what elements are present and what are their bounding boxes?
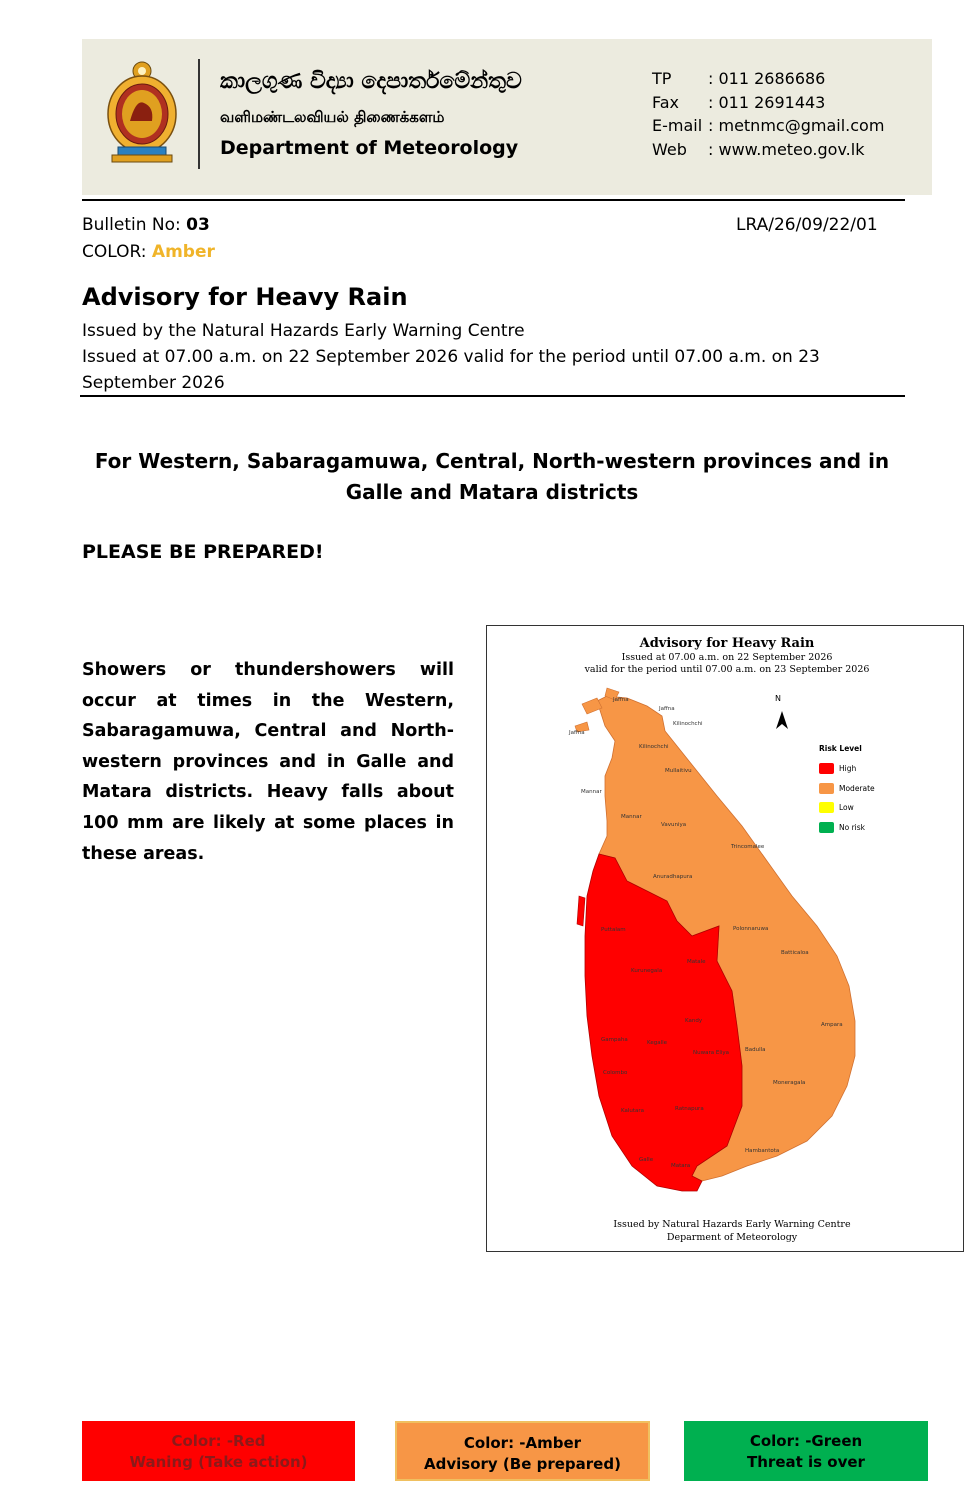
contact-details (652, 67, 884, 161)
legend-item-moderate: Moderate (819, 779, 875, 799)
sri-lanka-map (487, 626, 964, 1253)
svg-text:Jaffna: Jaffna (569, 730, 585, 736)
legend-title: Risk Level (819, 744, 862, 753)
svg-text:Anuradhapura: Anuradhapura (653, 874, 693, 880)
issued-info (82, 318, 842, 396)
bulletin-number: Bulletin No: 03 (82, 215, 210, 235)
svg-text:Mannar: Mannar (621, 814, 642, 820)
svg-text:Kegalle: Kegalle (647, 1040, 668, 1046)
svg-text:Matale: Matale (687, 959, 706, 965)
contact-website[interactable]: : www.meteo.gov.lk (708, 139, 865, 159)
svg-text:Matara: Matara (671, 1163, 691, 1169)
svg-text:Kilinochchi: Kilinochchi (673, 721, 703, 727)
svg-text:Nuwara Eliya: Nuwara Eliya (693, 1050, 730, 1056)
map-valid: valid for the period until 07.00 a.m. on 23 September 2026 (584, 664, 870, 675)
svg-text:Galle: Galle (639, 1157, 654, 1163)
svg-text:Polonnaruwa: Polonnaruwa (733, 926, 769, 932)
national-emblem-icon (104, 59, 180, 165)
svg-text:Ratnapura: Ratnapura (675, 1106, 704, 1112)
map-footer-issuer: Issued by Natural Hazards Early Warning Centre (613, 1219, 851, 1230)
issued-at: Issued at 07.00 a.m. on 22 September 2026 valid for the period until 07.00 a.m. on 23 September 2026 (82, 347, 820, 393)
svg-text:Moneragala: Moneragala (773, 1080, 806, 1086)
affected-regions: For Western, Sabaragamuwa, Central, North-western provinces and in Galle and Matara districts (94, 449, 890, 504)
contact-phone: : 011 2686686 (708, 69, 826, 88)
contact-email[interactable]: : metnmc@gmail.com (708, 116, 885, 135)
svg-text:Vavuniya: Vavuniya (661, 822, 687, 828)
issued-by: Issued by the Natural Hazards Early Warning Centre (82, 321, 525, 341)
svg-text:Trincomalee: Trincomalee (731, 844, 765, 850)
contact-row-email: E-mail : metnmc@gmail.com (652, 114, 884, 138)
legend-item-high: High (819, 759, 875, 779)
legend-item-no-risk: No risk (819, 818, 875, 838)
advisory-title: Advisory for Heavy Rain (82, 283, 408, 311)
svg-text:Gampaha: Gampaha (601, 1037, 628, 1043)
map-footer-department: Deparment of Meteorology (666, 1232, 798, 1243)
legend-swatch-high (819, 763, 834, 774)
svg-text:Jaffna: Jaffna (613, 697, 629, 703)
contact-fax: : 011 2691443 (708, 92, 826, 112)
svg-text:Colombo: Colombo (603, 1070, 628, 1076)
header-divider (198, 59, 200, 169)
svg-text:Mullaitivu: Mullaitivu (665, 768, 692, 774)
color-level: Amber (151, 242, 215, 262)
map-title: Advisory for Heavy Rain (639, 636, 815, 651)
title-rule (80, 395, 905, 397)
department-name-english: Department of Meteorology (220, 137, 519, 159)
bulletin-color: COLOR: Amber (82, 242, 215, 262)
contact-row-fax: Fax : 011 2691443 (652, 91, 884, 115)
legend-swatch-moderate (819, 783, 834, 794)
svg-text:Kilinochchi: Kilinochchi (639, 744, 669, 750)
department-name-tamil: வளிமண்டலவியல் திணைக்களம் (220, 108, 445, 126)
contact-row-tp: TP : 011 2686686 (652, 67, 884, 91)
contact-row-web: Web : www.meteo.gov.lk (652, 138, 884, 162)
color-key-green: Color: -Green Threat is over (684, 1421, 928, 1481)
svg-text:Kalutara: Kalutara (621, 1108, 645, 1114)
svg-text:Hambantota: Hambantota (745, 1148, 780, 1154)
color-key-red: Color: -Red Waning (Take action) (82, 1421, 355, 1481)
svg-text:Ampara: Ampara (821, 1022, 843, 1028)
svg-text:Mannar: Mannar (581, 789, 602, 795)
department-name-sinhala: කාලගුණ විද්‍යා දෙපාර්තමේන්තුව (220, 69, 522, 94)
map-legend (819, 744, 875, 837)
letterhead (82, 39, 932, 195)
color-key-amber: Color: -Amber Advisory (Be prepared) (395, 1421, 650, 1481)
legend-item-low: Low (819, 798, 875, 818)
map-issued: Issued at 07.00 a.m. on 22 September 2026 (621, 652, 833, 663)
header-rule (82, 199, 905, 201)
legend-swatch-no-risk (819, 822, 834, 833)
svg-text:Kandy: Kandy (685, 1018, 703, 1024)
svg-text:Kurunegala: Kurunegala (631, 968, 663, 974)
svg-text:Badulla: Badulla (745, 1047, 766, 1053)
prepare-notice: PLEASE BE PREPARED! (82, 541, 324, 563)
svg-text:Puttalam: Puttalam (601, 927, 626, 933)
north-label: N (775, 694, 781, 703)
bulletin-reference: LRA/26/09/22/01 (736, 215, 878, 235)
legend-swatch-low (819, 802, 834, 813)
svg-text:Jaffna: Jaffna (659, 706, 675, 712)
svg-text:Batticaloa: Batticaloa (781, 950, 809, 956)
forecast-text: Showers or thundershowers will occur at times in the Western, Sabaragamuwa, Central and North-western provinces and in Galle and Matara districts. Heavy falls about 100 mm are likely at some places in these areas. (82, 660, 454, 864)
north-arrow-icon (776, 711, 788, 729)
advisory-map (486, 625, 964, 1252)
map-coast-islands (577, 896, 585, 926)
